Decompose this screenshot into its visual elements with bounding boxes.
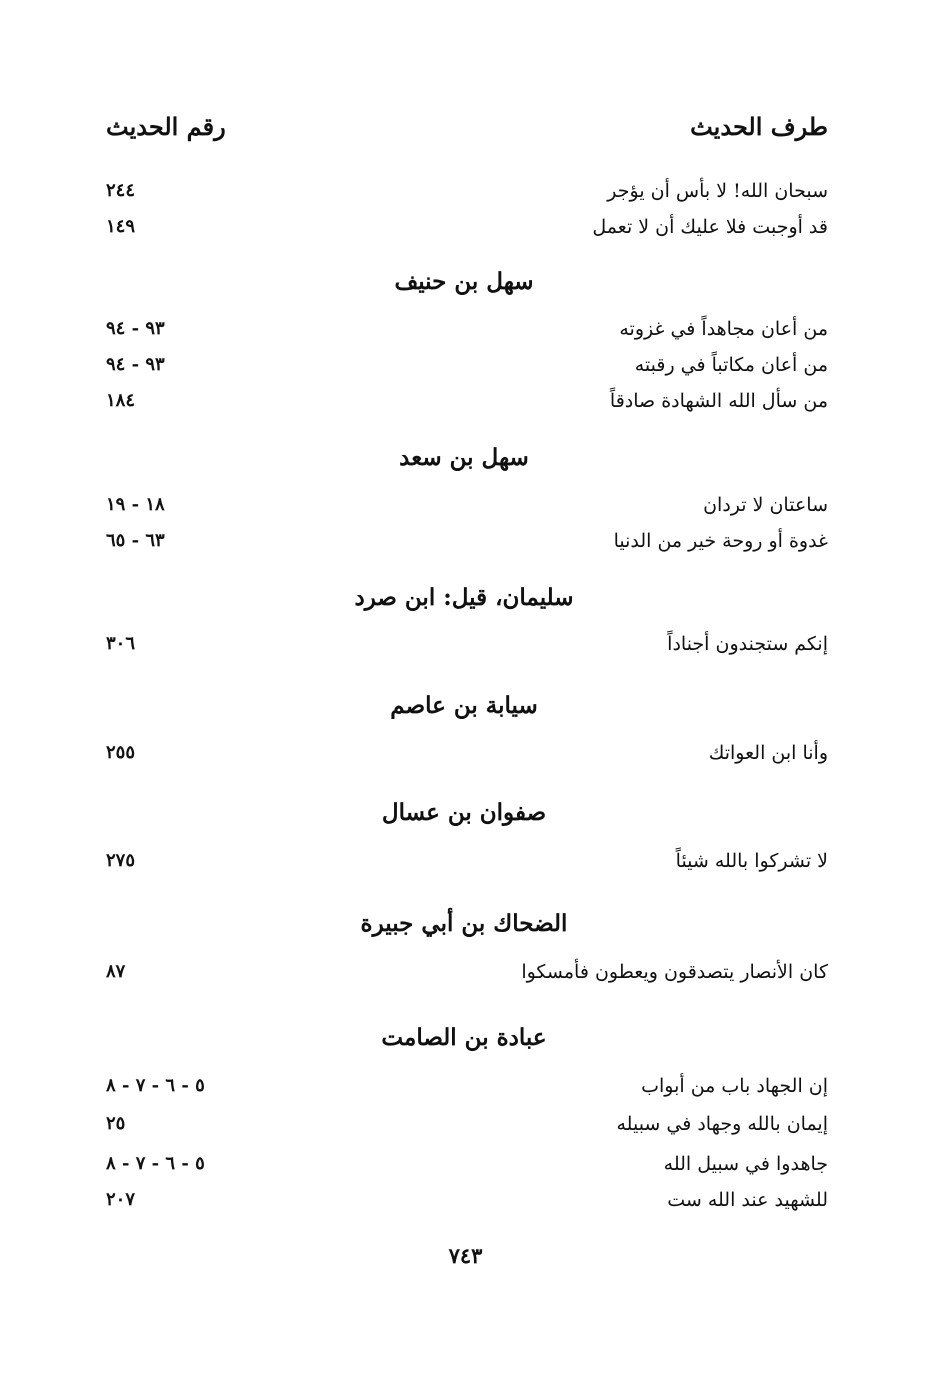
index-row [100, 494, 828, 528]
hadith-text: من أعان مجاهداً في غزوته [619, 318, 828, 340]
index-row [100, 850, 828, 884]
narrator-heading: سليمان، قيل: ابن صرد [354, 584, 574, 611]
narrator-heading: سهل بن حنيف [394, 268, 534, 295]
hadith-text: إنكم ستجندون أجناداً [667, 633, 828, 655]
index-row [100, 1153, 828, 1187]
hadith-text: وأنا ابن العواتك [708, 742, 828, 764]
index-row [100, 961, 828, 995]
hadith-text: قد أوجبت فلا عليك أن لا تعمل [592, 216, 828, 238]
hadith-text: من أعان مكاتباً في رقبته [634, 354, 828, 376]
page-number: ٧٤٣ [448, 1243, 483, 1268]
hadith-text: سبحان الله! لا بأس أن يؤجر [607, 180, 828, 202]
hadith-number: ٥ - ٦ - ٧ - ٨ [106, 1075, 205, 1096]
narrator-heading: سيابة بن عاصم [390, 692, 538, 719]
index-row [100, 1189, 828, 1223]
hadith-number: ٢٧٥ [106, 850, 136, 871]
index-header [100, 112, 828, 152]
hadith-number: ٦٣ - ٦٥ [106, 530, 165, 551]
narrator-heading: صفوان بن عسال [381, 799, 547, 826]
hadith-text: ساعتان لا تردان [703, 494, 828, 516]
hadith-text: كان الأنصار يتصدقون ويعطون فأمسكوا [521, 961, 828, 983]
hadith-column-heading: طرف الحديث [690, 112, 828, 141]
index-row [100, 742, 828, 776]
number-column-heading: رقم الحديث [106, 112, 226, 141]
hadith-text: جاهدوا في سبيل الله [663, 1153, 828, 1175]
hadith-number: ٣٠٦ [106, 633, 136, 654]
index-row [100, 530, 828, 564]
narrator-heading: سهل بن سعد [399, 444, 529, 471]
hadith-text: للشهيد عند الله ست [667, 1189, 828, 1211]
hadith-number: ٢٥ [106, 1113, 126, 1134]
index-row [100, 633, 828, 667]
index-row [100, 318, 828, 352]
hadith-number: ١٨ - ١٩ [106, 494, 165, 515]
hadith-number: ٢٥٥ [106, 742, 136, 763]
hadith-text: غدوة أو روحة خير من الدنيا [613, 530, 828, 552]
hadith-number: ١٤٩ [106, 216, 136, 237]
index-row [100, 216, 828, 250]
index-row [100, 1075, 828, 1109]
hadith-number: ١٨٤ [106, 390, 136, 411]
index-row [100, 354, 828, 388]
hadith-number: ٩٣ - ٩٤ [106, 354, 165, 375]
hadith-text: من سأل الله الشهادة صادقاً [609, 390, 828, 412]
narrator-heading: عبادة بن الصامت [381, 1024, 547, 1051]
hadith-number: ٨٧ [106, 961, 126, 982]
hadith-text: إيمان بالله وجهاد في سبيله [616, 1113, 828, 1135]
narrator-heading: الضحاك بن أبي جبيرة [360, 910, 568, 937]
hadith-number: ٩٣ - ٩٤ [106, 318, 165, 339]
hadith-number: ٢٠٧ [106, 1189, 136, 1210]
index-row [100, 180, 828, 214]
index-row [100, 390, 828, 424]
hadith-text: لا تشركوا بالله شيئاً [675, 850, 828, 872]
hadith-number: ٥ - ٦ - ٧ - ٨ [106, 1153, 205, 1174]
index-row [100, 1113, 828, 1147]
hadith-number: ٢٤٤ [106, 180, 136, 201]
hadith-text: إن الجهاد باب من أبواب [641, 1075, 828, 1097]
